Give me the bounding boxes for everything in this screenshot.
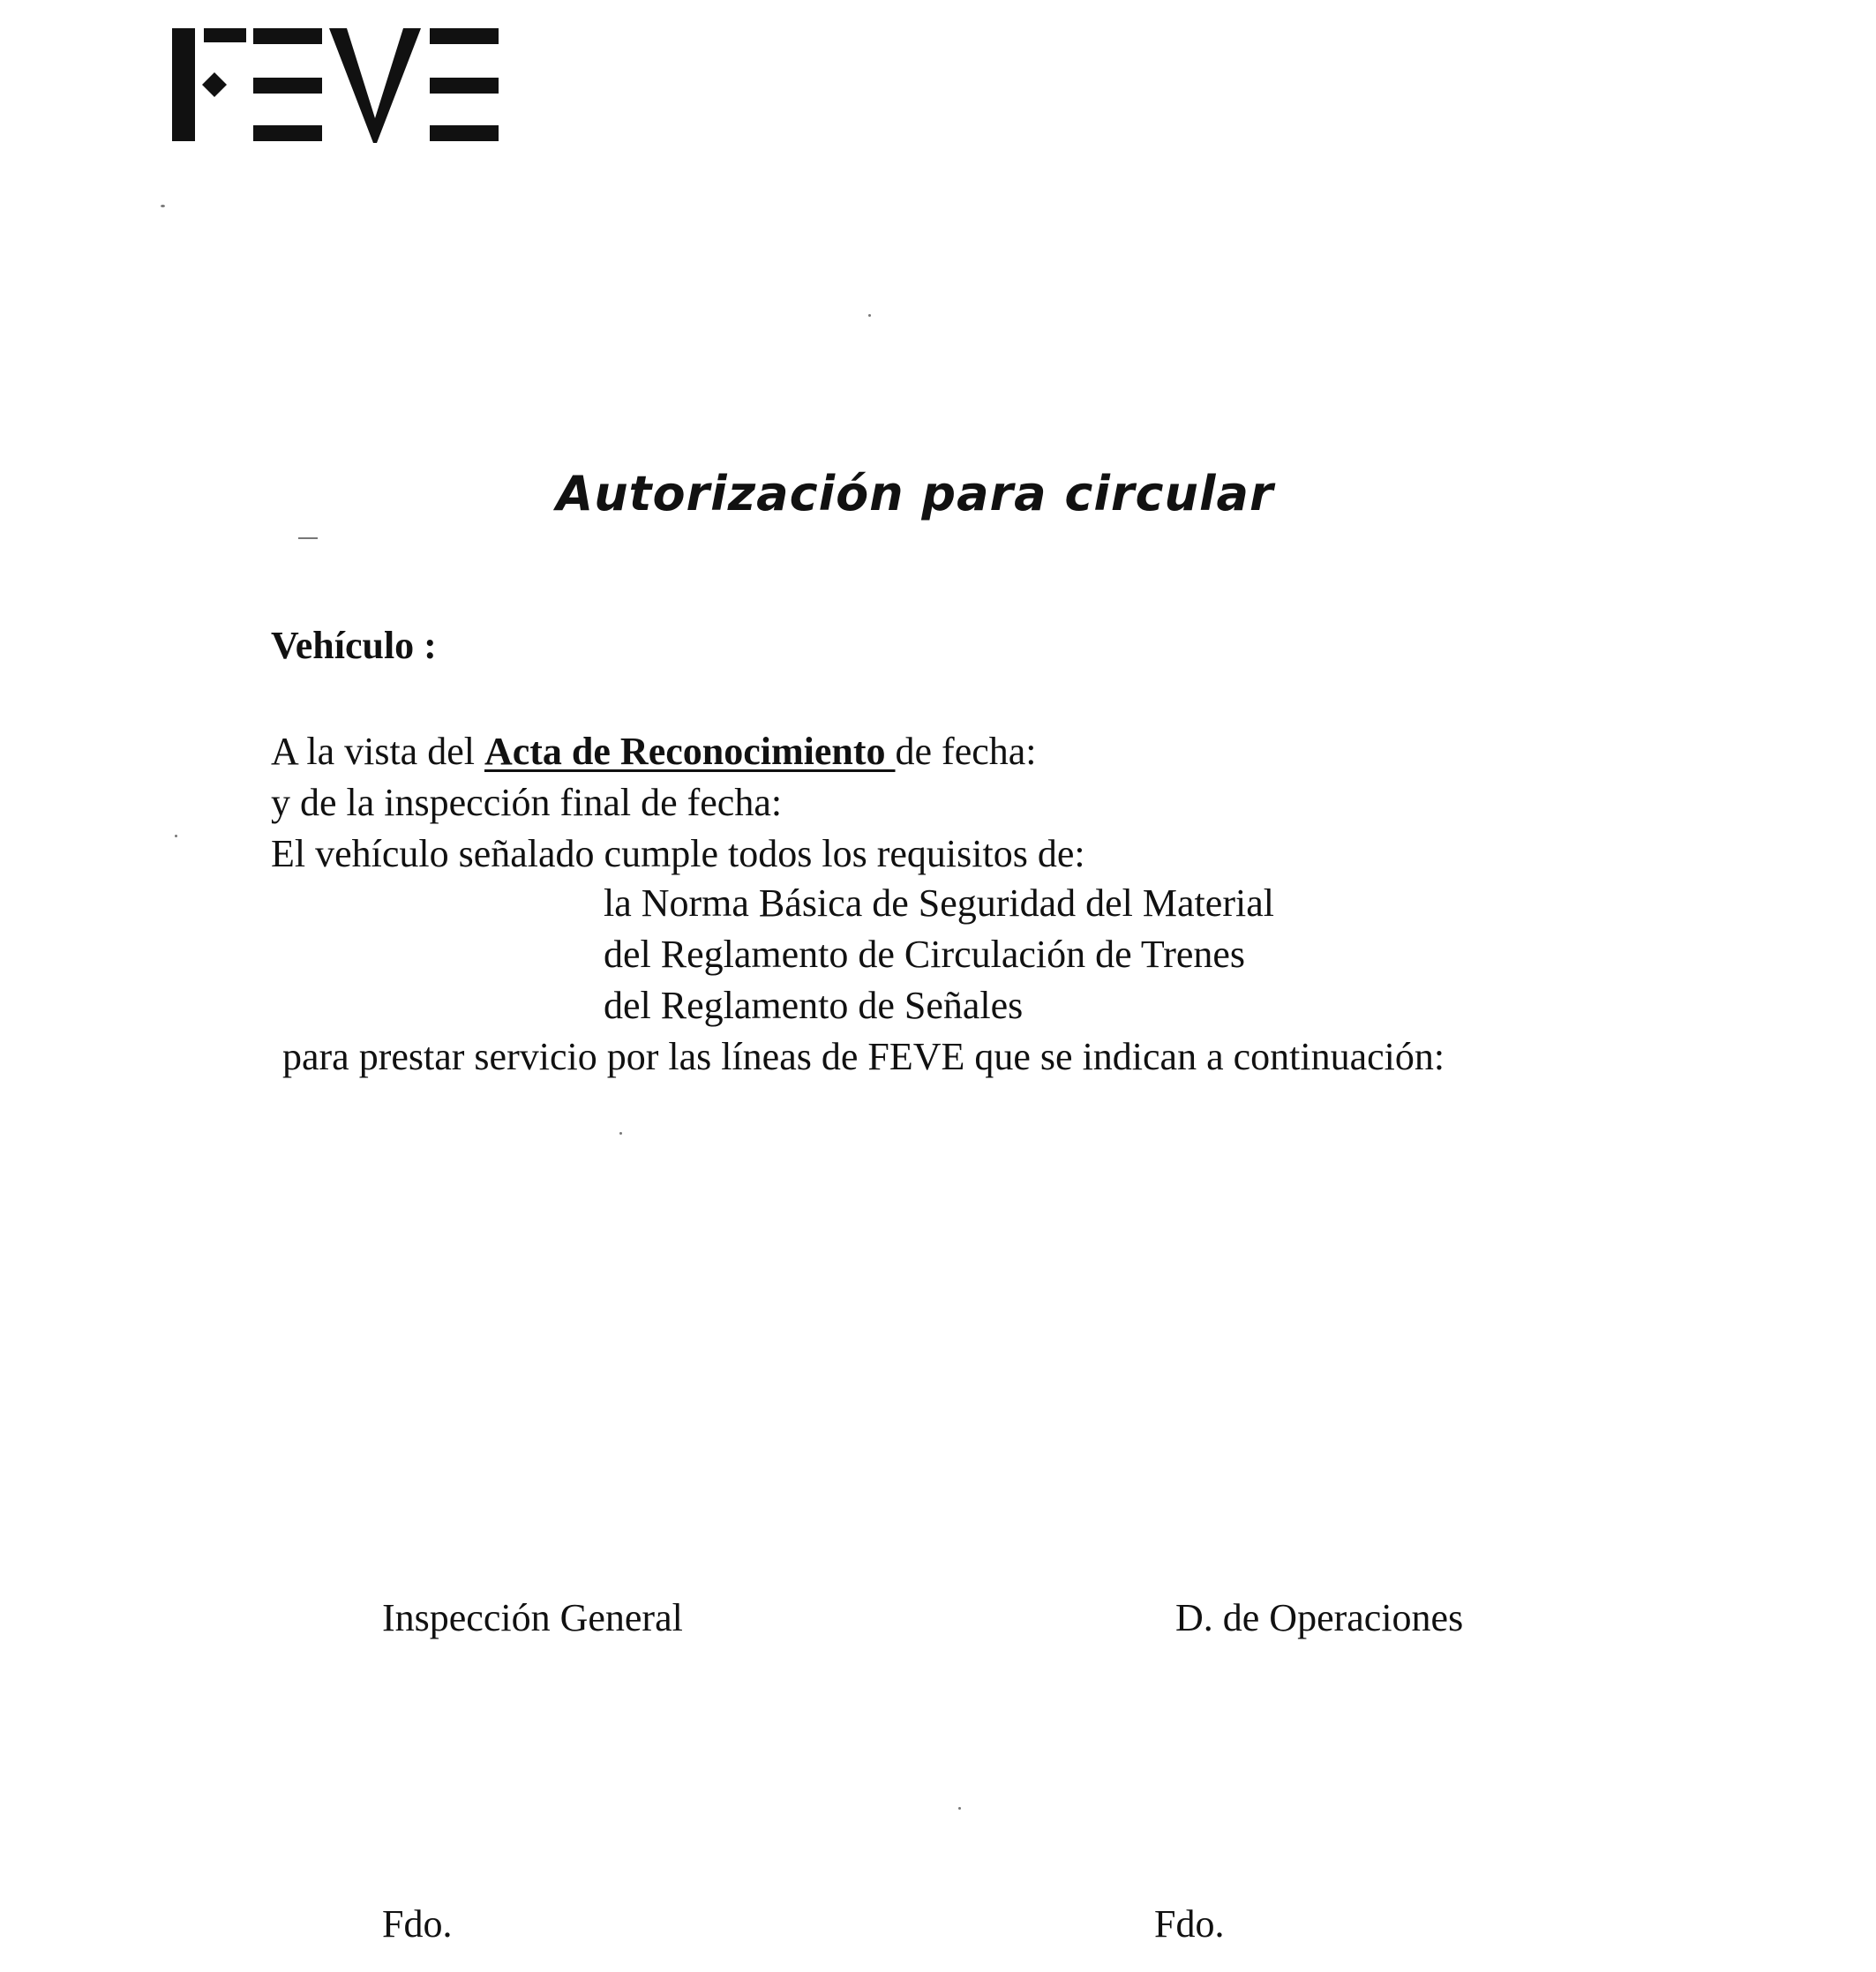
service-lines-intro: para prestar servicio por las líneas de FEVE que se indican a continuación: — [282, 1035, 1445, 1078]
scan-speck — [175, 835, 177, 837]
signature-fdo-left: Fdo. — [382, 1902, 453, 1946]
requirement-item: la Norma Básica de Seguridad del Material — [604, 881, 1274, 925]
vehicle-label: Vehículo : — [271, 624, 437, 667]
acta-line-prefix: A la vista del — [271, 730, 484, 773]
acta-line — [271, 732, 1037, 771]
signature-fdo-right: Fdo. — [1154, 1902, 1225, 1946]
scan-speck — [958, 1807, 961, 1810]
scan-speck — [298, 537, 318, 539]
requirement-item: del Reglamento de Señales — [604, 984, 1024, 1027]
acta-line-suffix: de fecha: — [895, 730, 1037, 773]
document-title: Autorización para circular — [556, 466, 1274, 521]
signature-title-left: Inspección General — [382, 1596, 683, 1639]
scan-speck — [868, 314, 871, 317]
scan-speck — [161, 205, 165, 207]
requirements-intro: El vehículo señalado cumple todos los requisitos de: — [271, 832, 1085, 875]
feve-logo — [172, 26, 499, 143]
requirement-item: del Reglamento de Circulación de Trenes — [604, 933, 1246, 976]
inspection-line: y de la inspección final de fecha: — [271, 781, 783, 824]
signature-title-right: D. de Operaciones — [1175, 1596, 1464, 1639]
acta-reconocimiento: Acta de Reconocimiento — [484, 730, 896, 773]
scan-speck — [619, 1132, 622, 1135]
